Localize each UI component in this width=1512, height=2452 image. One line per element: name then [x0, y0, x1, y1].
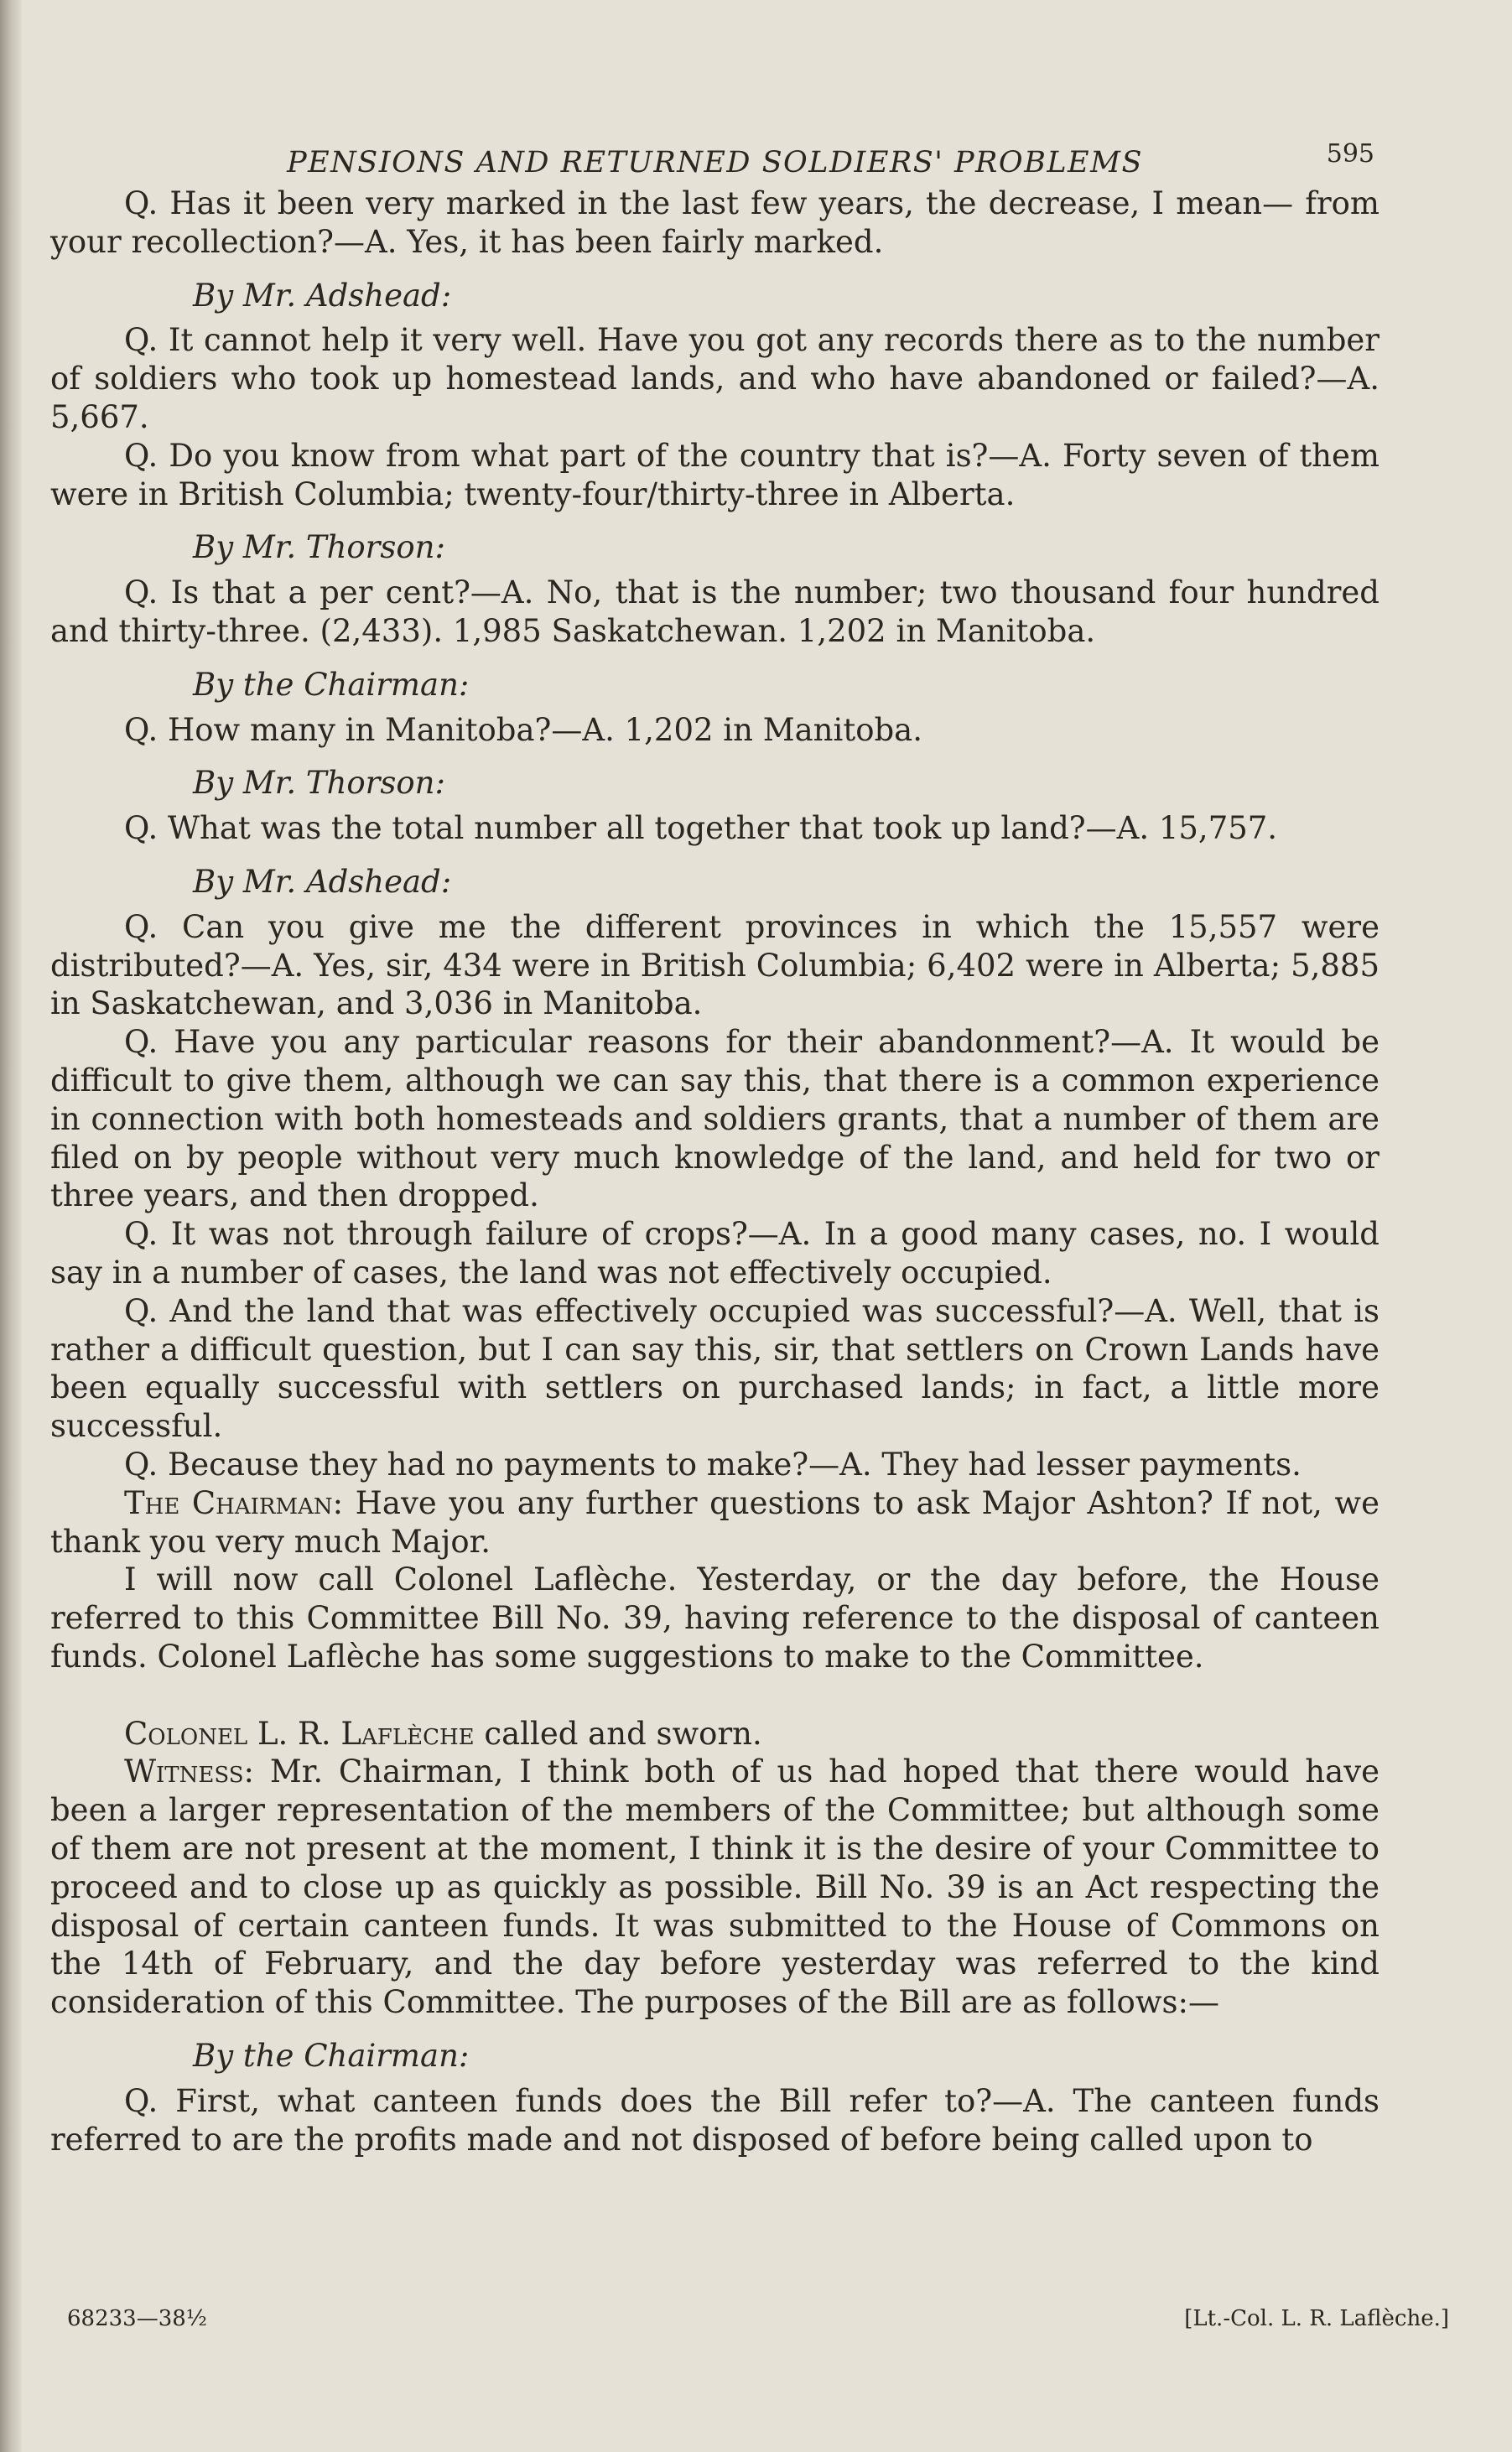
examiner-heading: By Mr. Thorson: [193, 529, 445, 566]
paragraph [50, 1753, 1380, 2022]
speaker-label: The Chairman: [124, 1484, 344, 1521]
witness-credit: [Lt.-Col. L. R. Laflèche.] [1184, 2306, 1449, 2331]
paragraph: Q. And the land that was effectively occupied was successful?—A. Well, that is rather a difficult question, but I can say this, sir, that settlers on Crown Lands have been equally successful with settlers on purchased lands; in fact, a little more successful. [50, 1292, 1380, 1445]
examiner-heading: By the Chairman: [193, 666, 470, 703]
examiner-heading: By Mr. Thorson: [193, 765, 445, 802]
paragraph: Q. Has it been very marked in the last few years, the decrease, I mean— from your recollection?—A. Yes, it has been fairly marked. [50, 185, 1380, 260]
paragraph [50, 1715, 1380, 1753]
paragraph: Q. Have you any particular reasons for their abandonment?—A. It would be difficult to give them, although we can say this, that there is a common experience in connection with both homesteads and soldiers grants, that a number of them are filed on by people without very much knowledge of the land, and held for two or three years, and then dropped. [50, 1024, 1380, 1214]
paragraph: Q. How many in Manitoba?—A. 1,202 in Manitoba. [124, 711, 922, 748]
book-binding-edge [0, 0, 22, 2452]
examiner-heading: By the Chairman: [193, 2038, 470, 2075]
running-head [50, 126, 1380, 184]
document-page [50, 126, 1380, 2407]
paragraph: Q. Because they had no payments to make?—A. They had lesser payments. [124, 1446, 1302, 1483]
examiner-heading: By Mr. Adshead: [193, 277, 452, 314]
speaker-text: Have you any further questions to ask Major Ashton? If not, we thank you very much Major. [50, 1484, 1380, 1560]
running-title: PENSIONS AND RETURNED SOLDIERS' PROBLEMS [287, 146, 1143, 179]
witness-name: Colonel L. R. Laflèche [124, 1715, 475, 1752]
paragraph: Q. Do you know from what part of the country that is?—A. Forty seven of them were in British Columbia; twenty-four/thirty-three in Alberta. [50, 437, 1380, 512]
printer-signature: 68233—38½ [67, 2306, 207, 2331]
paragraph: I will now call Colonel Laflèche. Yesterday, or the day before, the House referred to this Committee Bill No. 39, having reference to the disposal of canteen funds. Colonel Laflèche has some suggestions to make to the Committee. [50, 1561, 1380, 1675]
body-text [50, 184, 1380, 2158]
paragraph: Q. First, what canteen funds does the Bill refer to?—A. The canteen funds referred to are the profits made and not disposed of before being called upon to [50, 2082, 1380, 2158]
paragraph: Q. It was not through failure of crops?—A. In a good many cases, no. I would say in a number of cases, the land was not effectively occupied. [50, 1216, 1380, 1291]
paragraph: Q. Can you give me the different provinces in which the 15,557 were distributed?—A. Yes, sir, 434 were in British Columbia; 6,402 were in Alberta; 5,885 in Saskatchewan, and 3,036 in Manitoba. [50, 908, 1380, 1022]
speaker-label: Witness: [124, 1753, 255, 1790]
paragraph: Q. It cannot help it very well. Have you got any records there as to the number of soldiers who took up homestead lands, and who have abandoned or failed?—A. 5,667. [50, 322, 1380, 435]
examiner-heading: By Mr. Adshead: [193, 863, 452, 900]
page-number: 595 [1326, 139, 1374, 169]
witness-sworn-text: called and sworn. [474, 1715, 762, 1752]
speaker-text: Mr. Chairman, I think both of us had hoped that there would have been a larger representation of the members of the Committee; but although some of them are not present at the moment, I think it is the desire of your Committee to proceed and to close up as quickly as possible. Bill No. 39 is an Act respecting the disposal of certain canteen funds. It was submitted to the House of Commons on the 14th of February, and the day before yesterday was referred to the kind consideration of this Committee. The purposes of the Bill are as follows:— [50, 1753, 1380, 2021]
paragraph [50, 1484, 1380, 1561]
paragraph: Q. What was the total number all together that took up land?—A. 15,757. [124, 810, 1278, 847]
paragraph: Q. Is that a per cent?—A. No, that is the number; two thousand four hundred and thirty-three. (2,433). 1,985 Saskatchewan. 1,202 in Manitoba. [50, 574, 1380, 649]
